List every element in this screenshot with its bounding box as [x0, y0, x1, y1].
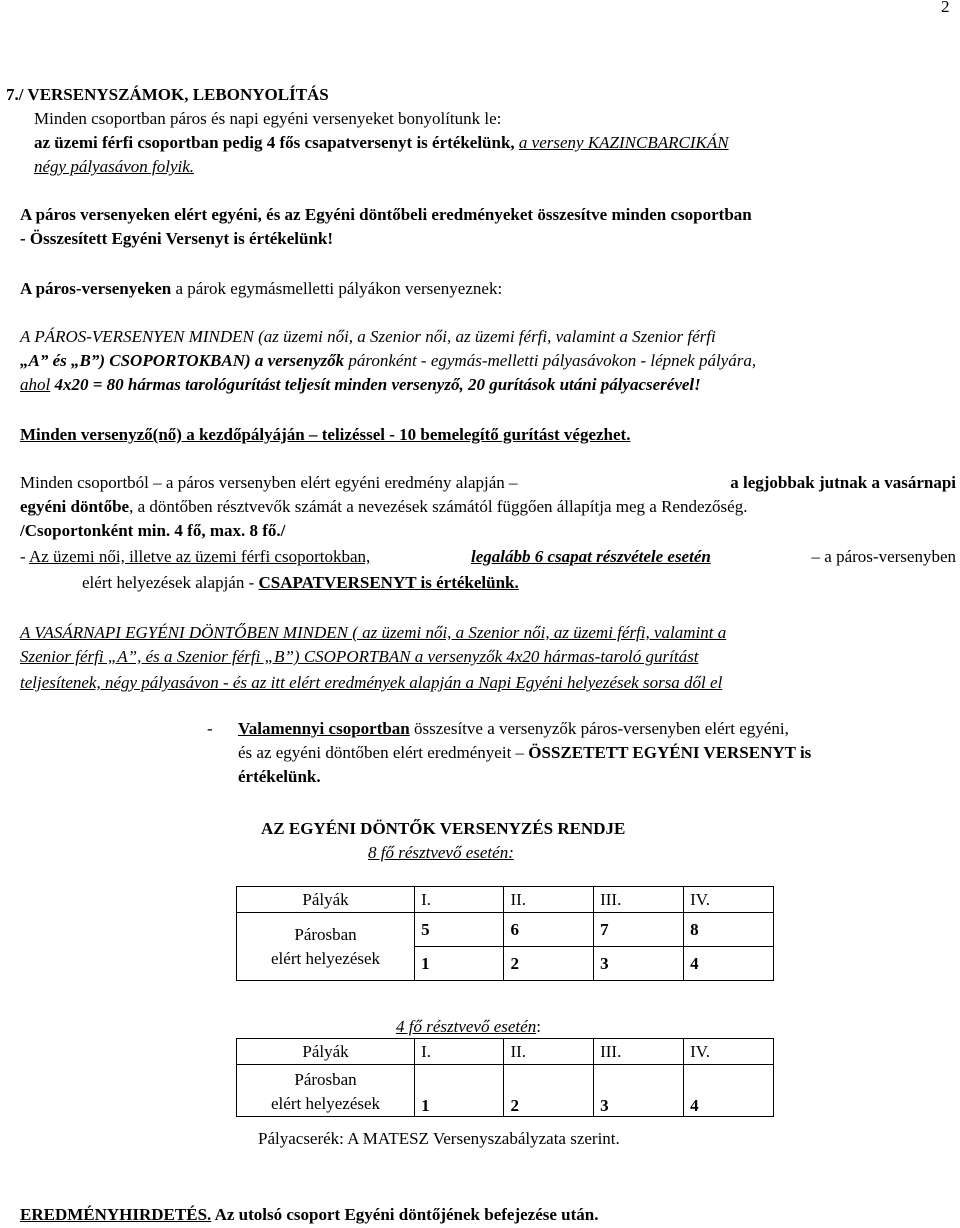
- table4-cell: 4: [684, 1065, 774, 1117]
- pairs-rest: a párok egymásmelletti pályákon versenyeznek:: [171, 279, 503, 298]
- table-8-players: [236, 886, 774, 981]
- final-rule-line-2: Szenior férfi „A”, és a Szenior férfi „B”) CSOPORTBAN a versenyzők 4x20 hármas-taroló gurítást: [20, 647, 699, 666]
- combined-line-2a: és az egyéni döntőben elért eredményeit –: [238, 743, 529, 762]
- final-rule-line-1: A VASÁRNAPI EGYÉNI DÖNTŐBEN MINDEN ( az üzemi női, a Szenior női, az üzemi férfi, valamint a: [20, 623, 727, 642]
- section-line-2a: az üzemi férfi csoportban pedig 4 fős csapatversenyt is értékelünk,: [34, 133, 515, 152]
- combined-line-2: [238, 742, 811, 764]
- section-line-1: Minden csoportban páros és napi egyéni versenyeket bonyolítunk le:: [34, 109, 502, 128]
- table8-cell: 4: [684, 947, 774, 981]
- results: [20, 1204, 599, 1226]
- qualify-line-4: [20, 546, 956, 568]
- pairs-rule-line-2: [20, 350, 756, 372]
- results-text: Az utolsó csoport Egyéni döntőjének befejezése után.: [211, 1205, 599, 1224]
- combined-line-1: [238, 718, 789, 740]
- summary-line-2: - Összesített Egyéni Versenyt is értékelünk!: [20, 229, 334, 248]
- qualify-line-4a: -: [20, 547, 29, 566]
- qualify-line-5b: CSAPATVERSENYT is értékelünk.: [258, 573, 519, 592]
- table8-lane: IV.: [684, 887, 774, 913]
- combined-dash: -: [207, 719, 213, 738]
- table4-place-label-2: elért helyezések: [271, 1094, 381, 1113]
- table4-lanes-row: [237, 1039, 774, 1065]
- table4-lane: I.: [415, 1039, 504, 1065]
- pairs-rule-line-1: A PÁROS-VERSENYEN MINDEN (az üzemi női, a Szenior női, az üzemi férfi, valamint a Szenior férfi: [20, 327, 716, 346]
- pairs-rule-line-2b: páronként - egymás-melletti pályasávokon - lépnek pályára,: [344, 351, 757, 370]
- qualify-line-4d: – a páros-versenyben: [811, 547, 956, 566]
- warmup: Minden versenyző(nő) a kezdőpályáján – telizéssel - 10 bemelegítő gurítást végezhet.: [20, 425, 631, 444]
- pairs-rule-line-3a: ahol: [20, 375, 51, 394]
- qualify-line-3: /Csoportonként min. 4 fő, max. 8 fő./: [20, 521, 286, 540]
- table8-cell: 7: [594, 913, 684, 947]
- section-line-2: [34, 132, 729, 154]
- table-4-players: [236, 1038, 774, 1117]
- table8-lane: II.: [504, 887, 594, 913]
- qualify-line-4c: legalább 6 csapat részvétele esetén: [471, 547, 711, 566]
- table4-place-label: [237, 1065, 415, 1117]
- order-sub-4a: 4 fő résztvevő esetén: [396, 1017, 537, 1036]
- table4-cell: 1: [415, 1065, 504, 1117]
- qualify-line-1: [20, 472, 956, 494]
- section-line-3: négy pályasávon folyik.: [34, 157, 195, 176]
- qualify-line-2b: , a döntőben résztvevők számát a nevezések számától függően állapítja meg a Rendezőség.: [129, 497, 748, 516]
- qualify-line-4b: Az üzemi női, illetve az üzemi férfi csoportokban,: [28, 547, 371, 566]
- order-title: AZ EGYÉNI DÖNTŐK VERSENYZÉS RENDJE: [261, 819, 626, 838]
- table4-place-label-1: Párosban: [294, 1070, 357, 1089]
- qualify-line-1b: a legjobbak jutnak a vasárnapi: [725, 473, 956, 492]
- table8-cell: 1: [415, 947, 504, 981]
- qualify-line-2a: egyéni döntőbe: [20, 497, 130, 516]
- pairs-bold: A páros-versenyeken: [20, 279, 172, 298]
- table4-cell: 3: [594, 1065, 684, 1117]
- table8-place-label-1: Párosban: [294, 924, 357, 944]
- combined-line-1a: Valamennyi csoportban: [238, 719, 410, 738]
- final-rule-line-3: teljesítenek, négy pályasávon - és az itt elért eredmények alapján a Napi Egyéni helyezések sorsa dől el: [20, 673, 723, 692]
- lane-change: Pályacserék: A MATESZ Versenyszabályzata szerint.: [258, 1129, 620, 1148]
- table8-row-1: [237, 913, 774, 947]
- section-line-2b: a verseny KAZINCBARCIKÁN: [518, 133, 729, 152]
- table8-cell: 6: [504, 913, 594, 947]
- pairs-rule-line-3b: 4x20 = 80 hármas tarológurítást teljesít minden versenyző, 20 gurítások utáni pályacserével!: [50, 375, 701, 394]
- pairs-rule-line-3: [20, 374, 701, 396]
- qualify-line-1a: Minden csoportból – a páros versenyben elért egyéni eredmény alapján –: [20, 473, 518, 492]
- table4-lane: IV.: [684, 1039, 774, 1065]
- table8-cell: 8: [684, 913, 774, 947]
- order-sub-4: [396, 1016, 541, 1038]
- qualify-line-5: [82, 572, 519, 594]
- table8-lane: III.: [594, 887, 684, 913]
- results-heading: EREDMÉNYHIRDETÉS.: [20, 1205, 212, 1224]
- combined-line-3: értékelünk.: [238, 767, 321, 786]
- summary-line-1: A páros versenyeken elért egyéni, és az Egyéni döntőbeli eredményeket összesítve minden csoportban: [20, 205, 752, 224]
- table4-row: [237, 1065, 774, 1117]
- page-number: 2: [941, 0, 950, 16]
- pairs-intro: [20, 278, 502, 300]
- order-sub-8: 8 fő résztvevő esetén:: [368, 843, 514, 862]
- pairs-rule-line-2a: „A” és „B”) CSOPORTOKBAN) a versenyzők: [20, 351, 345, 370]
- table8-cell: 2: [504, 947, 594, 981]
- table8-place-label: [237, 913, 415, 981]
- combined-line-1b: összesítve a versenyzők páros-versenyben elért egyéni,: [409, 719, 789, 738]
- table4-lanes-label: Pályák: [237, 1039, 415, 1065]
- table4-cell: 2: [504, 1065, 594, 1117]
- table4-lane: II.: [504, 1039, 594, 1065]
- table8-lanes-label: Pályák: [237, 887, 415, 913]
- qualify-line-2: [20, 496, 747, 518]
- qualify-line-5a: elért helyezések alapján -: [82, 573, 259, 592]
- combined-line-2b: ÖSSZETETT EGYÉNI VERSENYT is: [528, 743, 812, 762]
- order-sub-4b: :: [536, 1017, 541, 1036]
- table8-cell: 5: [415, 913, 504, 947]
- table8-lanes-row: [237, 887, 774, 913]
- table4-lane: III.: [594, 1039, 684, 1065]
- section-heading: 7./ VERSENYSZÁMOK, LEBONYOLÍTÁS: [6, 85, 329, 104]
- table8-lane: I.: [415, 887, 504, 913]
- table8-cell: 3: [594, 947, 684, 981]
- table8-place-label-2: elért helyezések: [271, 948, 381, 968]
